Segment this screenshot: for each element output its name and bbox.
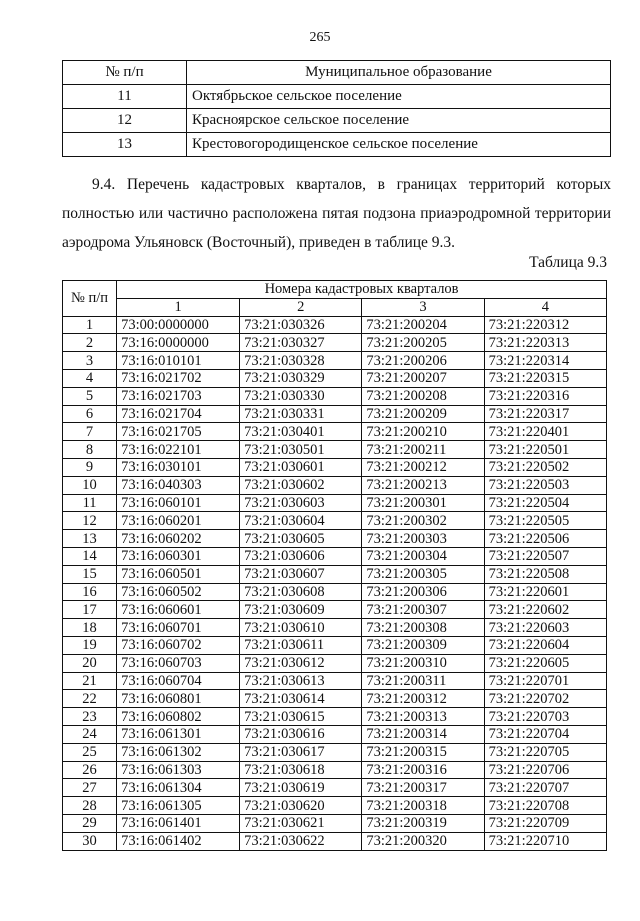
header-number: № п/п [63,281,117,317]
cadastral-quarter: 73:21:220504 [484,494,606,512]
municipality-name: Октябрьское сельское поселение [187,85,611,109]
table-row [63,725,607,743]
cadastral-quarter: 73:21:220705 [484,743,606,761]
header-group: Номера кадастровых кварталов [117,281,607,299]
table-row [63,601,607,619]
cadastral-quarter: 73:21:220315 [484,369,606,387]
row-number: 13 [63,133,187,157]
cadastral-quarter: 73:16:030101 [117,458,240,476]
cadastral-quarter: 73:21:220314 [484,352,606,370]
cadastral-quarter: 73:21:220506 [484,530,606,548]
cadastral-quarter: 73:21:030330 [240,387,362,405]
cadastral-quarter: 73:21:030604 [240,512,362,530]
cadastral-quarter: 73:16:060703 [117,654,240,672]
row-number: 7 [63,423,117,441]
cadastral-quarter: 73:21:220702 [484,690,606,708]
cadastral-quarter: 73:21:030326 [240,316,362,334]
cadastral-quarter: 73:21:200320 [362,832,484,850]
cadastral-quarter: 73:21:030329 [240,369,362,387]
header-number: № п/п [63,61,187,85]
cadastral-quarter: 73:21:200301 [362,494,484,512]
table-row [63,133,611,157]
municipality-table [62,60,611,157]
cadastral-quarter: 73:21:030609 [240,601,362,619]
row-number: 22 [63,690,117,708]
cadastral-quarter: 73:21:200312 [362,690,484,708]
row-number: 14 [63,547,117,565]
column-number: 2 [240,298,362,316]
cadastral-quarter: 73:16:061402 [117,832,240,850]
cadastral-quarter: 73:21:220501 [484,441,606,459]
cadastral-quarter: 73:21:030327 [240,334,362,352]
row-number: 26 [63,761,117,779]
row-number: 2 [63,334,117,352]
table-header-row [63,298,607,316]
cadastral-quarter: 73:21:030401 [240,423,362,441]
row-number: 3 [63,352,117,370]
table-row [63,334,607,352]
cadastral-quarter: 73:21:200204 [362,316,484,334]
row-number: 12 [63,512,117,530]
cadastral-quarter: 73:21:030616 [240,725,362,743]
cadastral-quarter: 73:21:220707 [484,779,606,797]
cadastral-quarter: 73:21:200314 [362,725,484,743]
table-row [63,85,611,109]
page-number: 265 [309,30,331,45]
cadastral-quarter: 73:16:060801 [117,690,240,708]
table-row [63,512,607,530]
paragraph-line: полностью или частично расположена пятая подзона приаэродромной территории [62,205,611,222]
cadastral-quarter: 73:21:200318 [362,797,484,815]
cadastral-quarter: 73:21:200308 [362,619,484,637]
cadastral-quarter: 73:21:200212 [362,458,484,476]
row-number: 29 [63,814,117,832]
row-number: 18 [63,619,117,637]
municipality-name: Крестовогородищенское сельское поселение [187,133,611,157]
table-row [63,583,607,601]
row-number: 11 [63,85,187,109]
cadastral-quarter: 73:21:030602 [240,476,362,494]
table-row [63,405,607,423]
cadastral-quarter: 73:21:200311 [362,672,484,690]
table-row [63,369,607,387]
cadastral-quarter: 73:16:060202 [117,530,240,548]
header-municipality: Муниципальное образование [187,61,611,85]
cadastral-quarter: 73:21:200306 [362,583,484,601]
row-number: 27 [63,779,117,797]
cadastral-quarter: 73:21:030601 [240,458,362,476]
cadastral-quarter: 73:21:200302 [362,512,484,530]
cadastral-quarter: 73:21:220603 [484,619,606,637]
cadastral-quarter: 73:21:200213 [362,476,484,494]
row-number: 19 [63,636,117,654]
cadastral-quarter: 73:21:220703 [484,708,606,726]
table-row [63,636,607,654]
cadastral-quarter: 73:21:220708 [484,797,606,815]
paragraph-line: аэродрома Ульяновск (Восточный), приведен в таблице 9.3. [62,234,456,251]
cadastral-quarter: 73:16:060501 [117,565,240,583]
cadastral-quarter: 73:21:030622 [240,832,362,850]
row-number: 30 [63,832,117,850]
table-header-row [63,281,607,299]
table-row [63,743,607,761]
cadastral-quarter: 73:21:200205 [362,334,484,352]
cadastral-quarter: 73:21:200319 [362,814,484,832]
row-number: 1 [63,316,117,334]
table-row [63,423,607,441]
row-number: 8 [63,441,117,459]
table-row [63,832,607,850]
cadastral-quarter: 73:21:220605 [484,654,606,672]
table-row [63,494,607,512]
municipality-name: Красноярское сельское поселение [187,109,611,133]
row-number: 10 [63,476,117,494]
cadastral-quarter: 73:21:200313 [362,708,484,726]
cadastral-quarter: 73:21:030603 [240,494,362,512]
table-row [63,814,607,832]
cadastral-quarter: 73:21:030614 [240,690,362,708]
cadastral-quarter: 73:21:030611 [240,636,362,654]
cadastral-quarter: 73:21:200305 [362,565,484,583]
cadastral-quarter: 73:16:060502 [117,583,240,601]
cadastral-quarter: 73:21:220710 [484,832,606,850]
table-row [63,530,607,548]
cadastral-quarter: 73:21:220502 [484,458,606,476]
cadastral-quarter: 73:16:040303 [117,476,240,494]
table-row [63,547,607,565]
row-number: 21 [63,672,117,690]
section-paragraph [62,170,611,257]
cadastral-quarter: 73:16:022101 [117,441,240,459]
table-row [63,654,607,672]
table-row [63,690,607,708]
cadastral-quarter: 73:16:061401 [117,814,240,832]
row-number: 15 [63,565,117,583]
row-number: 11 [63,494,117,512]
cadastral-quarter: 73:16:0000000 [117,334,240,352]
cadastral-quarter: 73:21:220316 [484,387,606,405]
cadastral-quarter: 73:21:200317 [362,779,484,797]
cadastral-quarter: 73:21:030618 [240,761,362,779]
table-row [63,672,607,690]
row-number: 13 [63,530,117,548]
cadastral-quarter: 73:16:061305 [117,797,240,815]
cadastral-quarter: 73:21:030607 [240,565,362,583]
cadastral-quarter: 73:21:200304 [362,547,484,565]
cadastral-quarter: 73:21:030612 [240,654,362,672]
table-row [63,779,607,797]
row-number: 23 [63,708,117,726]
cadastral-quarter: 73:21:200208 [362,387,484,405]
cadastral-quarter: 73:21:220401 [484,423,606,441]
row-number: 12 [63,109,187,133]
cadastral-quarter: 73:21:220709 [484,814,606,832]
cadastral-quarter: 73:21:030331 [240,405,362,423]
cadastral-quarter: 73:21:220706 [484,761,606,779]
cadastral-quarter: 73:21:200207 [362,369,484,387]
cadastral-quarter: 73:16:060201 [117,512,240,530]
row-number: 4 [63,369,117,387]
cadastral-quarter: 73:21:200310 [362,654,484,672]
cadastral-quarter: 73:16:010101 [117,352,240,370]
column-number: 1 [117,298,240,316]
table-row [63,761,607,779]
cadastral-quarter: 73:16:061304 [117,779,240,797]
cadastral-quarter: 73:21:030619 [240,779,362,797]
cadastral-quarter: 73:21:220317 [484,405,606,423]
table-row [63,387,607,405]
column-number: 3 [362,298,484,316]
row-number: 25 [63,743,117,761]
cadastral-quarter: 73:21:220604 [484,636,606,654]
table-header-row [63,61,611,85]
cadastral-quarter: 73:21:200210 [362,423,484,441]
cadastral-quarter: 73:16:060701 [117,619,240,637]
cadastral-quarter: 73:21:200303 [362,530,484,548]
cadastral-quarter: 73:21:200209 [362,405,484,423]
cadastral-quarter: 73:21:220505 [484,512,606,530]
table-row [63,565,607,583]
cadastral-quarter: 73:16:060802 [117,708,240,726]
cadastral-quarter: 73:21:200307 [362,601,484,619]
table-row [63,316,607,334]
cadastral-quarter: 73:21:030605 [240,530,362,548]
table-row [63,476,607,494]
cadastral-quarter: 73:16:021704 [117,405,240,423]
cadastral-quarter: 73:16:021702 [117,369,240,387]
cadastral-quarter: 73:21:030606 [240,547,362,565]
row-number: 6 [63,405,117,423]
cadastral-quarter: 73:16:060101 [117,494,240,512]
cadastral-quarter: 73:21:030608 [240,583,362,601]
cadastral-quarter: 73:00:0000000 [117,316,240,334]
row-number: 16 [63,583,117,601]
cadastral-quarter: 73:21:200206 [362,352,484,370]
cadastral-quarter: 73:16:060704 [117,672,240,690]
cadastral-quarter: 73:21:030621 [240,814,362,832]
table-caption: Таблица 9.3 [529,254,607,271]
table-row [63,797,607,815]
column-number: 4 [484,298,606,316]
cadastral-quarter: 73:21:220602 [484,601,606,619]
cadastral-quarter: 73:21:220601 [484,583,606,601]
row-number: 20 [63,654,117,672]
table-row [63,441,607,459]
cadastral-quarter: 73:16:021705 [117,423,240,441]
cadastral-quarter: 73:21:220312 [484,316,606,334]
cadastral-quarter: 73:21:200309 [362,636,484,654]
table-row [63,352,607,370]
cadastral-quarter: 73:16:060702 [117,636,240,654]
cadastral-quarter: 73:21:030501 [240,441,362,459]
cadastral-quarter: 73:21:220508 [484,565,606,583]
cadastral-quarter: 73:16:061303 [117,761,240,779]
cadastral-quarters-table [62,280,607,851]
cadastral-quarter: 73:21:220503 [484,476,606,494]
cadastral-quarter: 73:21:030610 [240,619,362,637]
row-number: 28 [63,797,117,815]
cadastral-quarter: 73:21:200211 [362,441,484,459]
row-number: 9 [63,458,117,476]
cadastral-quarter: 73:21:220313 [484,334,606,352]
cadastral-quarter: 73:16:021703 [117,387,240,405]
cadastral-quarter: 73:21:030615 [240,708,362,726]
paragraph-line: 9.4. Перечень кадастровых кварталов, в границах территорий которых [92,176,611,193]
cadastral-quarter: 73:16:061301 [117,725,240,743]
row-number: 17 [63,601,117,619]
cadastral-quarter: 73:21:220507 [484,547,606,565]
row-number: 5 [63,387,117,405]
table-row [63,619,607,637]
cadastral-quarter: 73:21:030613 [240,672,362,690]
table-row [63,708,607,726]
cadastral-quarter: 73:16:060301 [117,547,240,565]
cadastral-quarter: 73:16:060601 [117,601,240,619]
cadastral-quarter: 73:21:220704 [484,725,606,743]
cadastral-quarter: 73:21:030617 [240,743,362,761]
row-number: 24 [63,725,117,743]
table-body [63,316,607,850]
cadastral-quarter: 73:16:061302 [117,743,240,761]
cadastral-quarter: 73:21:030328 [240,352,362,370]
cadastral-quarter: 73:21:030620 [240,797,362,815]
cadastral-quarter: 73:21:200316 [362,761,484,779]
cadastral-quarter: 73:21:200315 [362,743,484,761]
cadastral-quarter: 73:21:220701 [484,672,606,690]
table-row [63,458,607,476]
table-row [63,109,611,133]
